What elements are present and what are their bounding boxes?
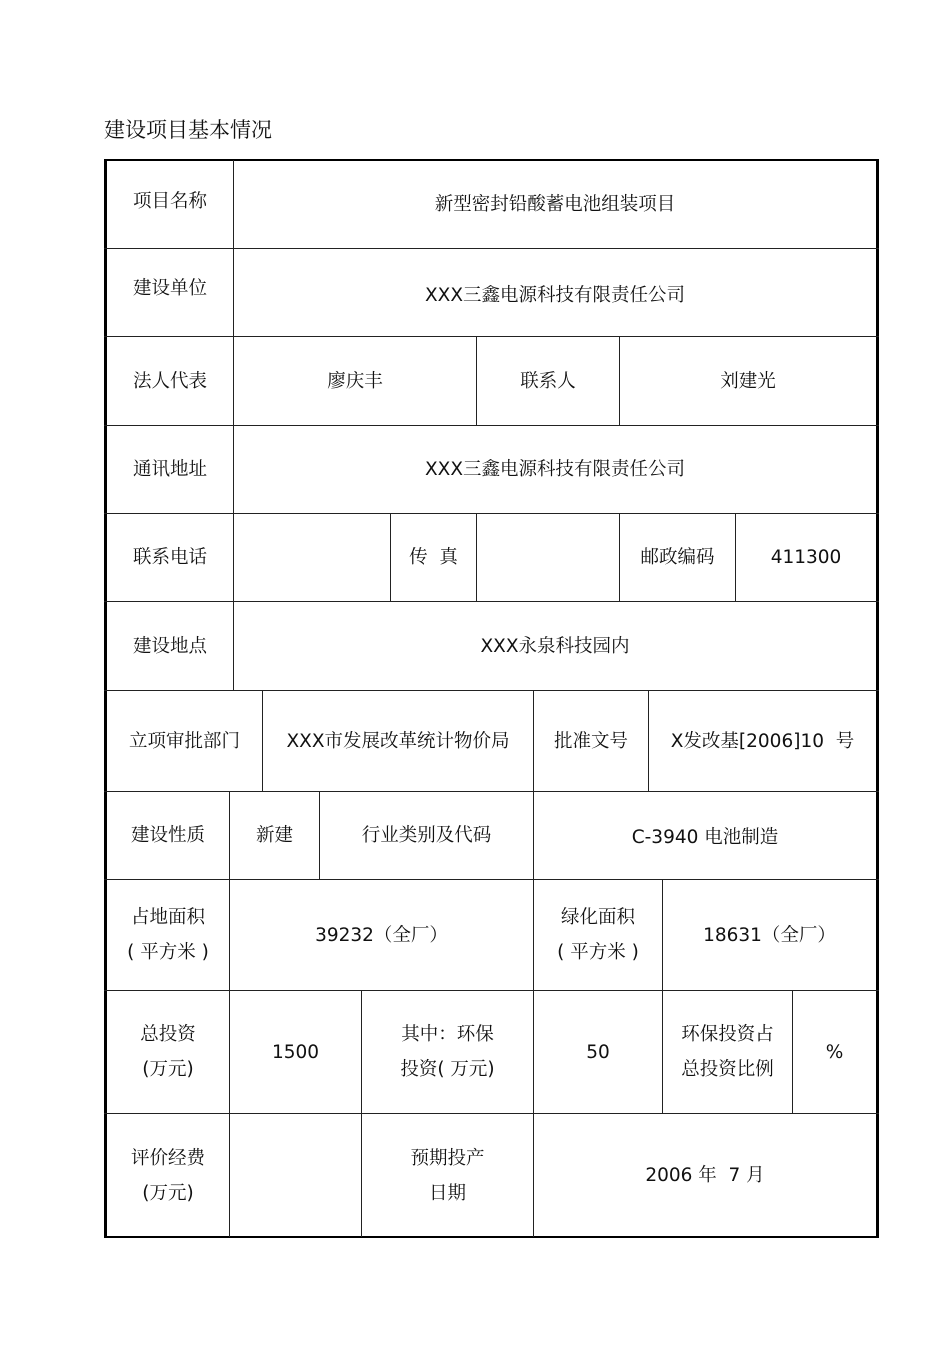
location-value: XXX永泉科技园内	[480, 635, 630, 657]
green-area-value: 18631（全厂）	[703, 924, 836, 946]
production-date-label-line2: 日期	[428, 1182, 466, 1204]
land-area-label	[107, 880, 229, 990]
approval-dept-label: 立项审批部门	[128, 730, 240, 752]
phone-value	[234, 514, 390, 601]
address-value: XXX三鑫电源科技有限责任公司	[424, 459, 686, 480]
postcode-value: 411300	[770, 547, 842, 568]
address-label: 通讯地址	[132, 459, 207, 480]
production-date-label	[362, 1114, 533, 1237]
postcode-label: 邮政编码	[640, 547, 715, 568]
industry-label: 行业类别及代码	[361, 825, 492, 846]
total-investment-label-line2: (万元)	[142, 1059, 194, 1080]
total-investment-label-line1: 总投资	[140, 1024, 196, 1045]
green-area-label-line2: ( 平方米 )	[557, 942, 639, 963]
evaluation-fee-label-line2: (万元)	[142, 1182, 194, 1204]
land-area-value: 39232（全厂）	[315, 924, 448, 946]
phone-label: 联系电话	[132, 547, 207, 568]
fax-value	[477, 514, 619, 601]
env-investment-label-line2: 投资( 万元)	[400, 1059, 495, 1080]
evaluation-fee-label-line1: 评价经费	[130, 1147, 205, 1169]
env-ratio-label	[663, 991, 792, 1113]
evaluation-fee-value	[230, 1114, 361, 1237]
env-investment-label-line1: 其中：环保	[401, 1024, 494, 1045]
total-investment-label	[107, 991, 229, 1113]
contact-value: 刘建光	[720, 370, 776, 392]
env-ratio-label-line2: 总投资比例	[681, 1059, 774, 1080]
builder-value: XXX三鑫电源科技有限责任公司	[424, 285, 686, 306]
env-investment-value: 50	[586, 1041, 610, 1063]
location-label: 建设地点	[132, 635, 207, 657]
evaluation-fee-label	[107, 1114, 229, 1237]
build-nature-value: 新建	[255, 825, 293, 846]
total-investment-value: 1500	[271, 1041, 320, 1063]
env-ratio-value: %	[825, 1041, 844, 1063]
land-area-label-line1: 占地面积	[130, 907, 205, 928]
legal-rep-label: 法人代表	[132, 370, 207, 392]
build-nature-label: 建设性质	[130, 825, 205, 846]
production-date-label-line1: 预期投产	[410, 1147, 485, 1169]
project-name-label: 项目名称	[132, 190, 207, 212]
production-date-value: 2006 年 7 月	[645, 1165, 765, 1186]
approval-doc-label: 批准文号	[553, 730, 628, 752]
page-title: 建设项目基本情况	[104, 118, 272, 142]
green-area-label	[534, 880, 662, 990]
industry-value: C-3940 电池制造	[631, 827, 779, 848]
contact-label: 联系人	[520, 370, 576, 392]
env-ratio-label-line1: 环保投资占	[681, 1024, 774, 1045]
env-investment-label	[362, 991, 533, 1113]
project-name-value: 新型密封铅酸蓄电池组装项目	[434, 193, 676, 215]
legal-rep-value: 廖庆丰	[327, 370, 383, 392]
green-area-label-line1: 绿化面积	[560, 907, 635, 928]
builder-label: 建设单位	[132, 278, 207, 299]
land-area-label-line2: ( 平方米 )	[127, 942, 209, 963]
approval-dept-value: XXX市发展改革统计物价局	[286, 730, 510, 752]
approval-doc-value: X发改基[2006]10 号	[670, 730, 855, 752]
fax-label: 传 真	[409, 547, 458, 568]
